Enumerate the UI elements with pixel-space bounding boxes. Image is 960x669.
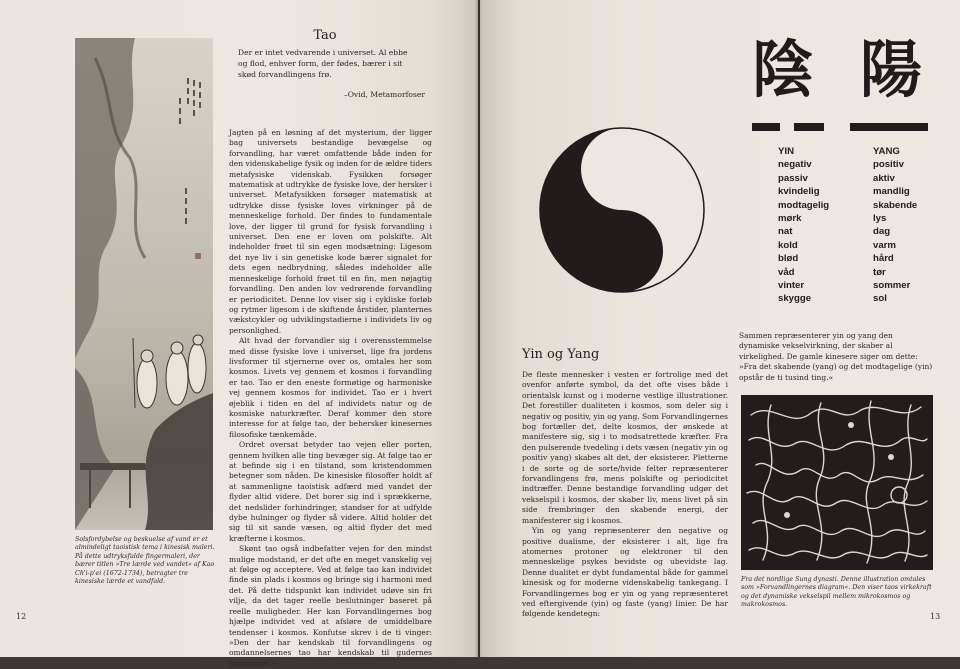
yin-yang-characters: [750, 30, 930, 110]
list-item: varm: [873, 239, 896, 251]
yang-attributes-list: [873, 145, 917, 306]
list-item: YIN: [778, 146, 794, 157]
list-item: hård: [873, 253, 894, 265]
list-item: nat: [778, 226, 793, 238]
list-item: tør: [873, 266, 886, 278]
paragraph: Ordret oversat betyder tao vejen eller porten, gennem hvilken alle ting bevæger sig. At følge tao er at befinde sig i en tilstand, som kristendommen betegner som nåden. De kinesiske filosoffer holdt af at sammenligne taoistisk adfærd med vandet der flyder altid videre. Det borer sig ind i sprækkerne, det nedslider forhindringer, standser for at udfylde dybe hulninger og flyder så videre. Altid holder det sig til sit sande væsen, og altid flyder det med kræfterne i kosmos.: [229, 440, 432, 543]
list-item: skygge: [778, 293, 812, 305]
side-paragraph: Sammen repræsenterer yin og yang den dynamiske vekselvirkning, der skaber al virkelighed. De gamle kinesere siger om dette: »Fra det skabende (yang) og det modtagelige (yin) opstår de ti tusind ting.«: [739, 331, 933, 382]
solid-line: [850, 123, 928, 131]
list-item: mørk: [778, 213, 802, 225]
book-gutter: [474, 0, 482, 657]
list-item: skabende: [873, 199, 918, 211]
section-title: Yin og Yang: [522, 347, 600, 362]
list-item: lys: [873, 213, 887, 225]
yang-character: 陽: [860, 33, 923, 106]
yin-character: 陰: [752, 33, 815, 106]
broken-line-segment: [794, 123, 824, 131]
trigram-lines: [750, 123, 930, 133]
paragraph: De fleste mennesker i vesten er fortrolige med det ovenfor anførte symbol, da det ofte vises både i orientalsk kunst og i moderne vestlige illustrationer. Det forestiller dualiteten i kosmos, som deler sig i negativ og positiv, yin og yang. Som Forvandlingernes bog fortæller det, delte kosmos, der ønskede at manifestere sig, sig i to modsatrettede kræfter. Fra den pulserende tvedeling i dets væsen (negativ yin og positiv yang) skabes alt det, der eksisterer. Pletterne i de sorte og de sorte/hvide felter repræsenterer forvandlingens frø, mens polskifte og periodicitet indtræffer. Denne bestandige forvandling udgør det vekselspil i kosmos, der skaber liv, mens livet på sin side frembringer den skabende energi, der manifesterer sig i kosmos.: [522, 370, 728, 525]
page-title: Tao: [313, 28, 337, 43]
list-item: YANG: [873, 146, 900, 157]
list-item: mandlig: [873, 186, 910, 198]
ink-painting-image: [75, 38, 213, 530]
list-item: kvindelig: [778, 186, 820, 198]
body-text-left: [229, 128, 432, 669]
list-item: kold: [778, 239, 798, 251]
body-text-right: [522, 370, 728, 620]
left-page: [0, 0, 478, 668]
paragraph: Alt hvad der forvandler sig i overensstemmelse med disse fysiske love i universet, lige fra jordens livsformer til stjernerne over os, omtales her som kosmos. Livets vej gennem et kosmos i forvandling er tao. Tao er den eneste formøtige og harmoniske vej gennem kosmos for individet. Tao er i hvert øjeblik i tiden en del af individets natur og de kosmiske naturkræfter. Deraf kommer den store interesse for at følge tao, der behersker kinesernes filosofiske tænkemåde.: [229, 336, 432, 439]
yin-attributes-list: [778, 145, 829, 306]
page-number-left: 12: [16, 612, 27, 621]
paragraph: Jagten på en løsning af det mysterium, der ligger bag universets bestandige bevægelse og forvandling, har været omfattende både inden for den videnskabelige fysik og inden for de ældre tiders metafysiske videnskab. Fysikken forsøger matematisk at udtrykke de fysiske love, der hersker i universet. Metafysikken forsøger matematisk at udtrykke disse fysiske loves virkninger på de menneskelige forhold. Der findes to fundamentale love, der ligger til grund for fysisk forvandling i universet. Den ene er loven om polskifte. Alt indeholder frøet til sin egen modsætning: Ligesom det nye liv i sin genetiske kode bærer signalet for dets egen nedbrydning, således indeholder alle menneskelige forhold frøet til en fin, men nøjagtig forvandling. Den anden lov vedrørende forvandling er periodicitet. Denne lov viser sig i cykliske forløb og rytmer ligesom i de skiftende årstider, planternes vækstcykler og udviklingstadierne i individets liv og personlighed.: [229, 128, 432, 335]
list-item: positiv: [873, 159, 904, 171]
page-number-right: 13: [930, 612, 941, 621]
transformation-diagram-image: [741, 395, 933, 570]
list-item: vinter: [778, 280, 805, 292]
yin-yang-icon: [538, 126, 706, 294]
list-item: negativ: [778, 159, 812, 171]
list-item: sommer: [873, 280, 911, 292]
diagram-caption: Fra det nordlige Sung dynasti. Denne illustration omtales som »Forvandlingernes diagram«. Den viser taos virkekraft og det dynamiske vekselspil mellem mikrokosmos og makrokosmos.: [741, 576, 932, 609]
list-item: modtagelig: [778, 199, 830, 211]
list-item: passiv: [778, 172, 808, 184]
list-item: våd: [778, 266, 795, 278]
list-item: dag: [873, 226, 891, 238]
paragraph: Skønt tao også indbefatter vejen for den mindst mulige modstand, er det ofte en meget vanskelig vej at følge og acceptere. Ved at følge tao kan individet finde sin plads i kosmos og bringe sig i harmoni med det. På dette tidspunkt kan individet udøve sin fri vilje, da det tager reelle beslutninger baseret på reelle muligheder. Her kan Forvandlingernes bog hjælpe individet ved at afsløre de umiddelbare tendenser i kosmos. Konfutse skrev i de ti vinger: »Den der har kendskab til forvandlingens og omdannelsernes tao har kendskab til gudernes handlinger.«: [229, 544, 432, 668]
painting-caption: Solsfordybelse og beskuelse af vand er et almindeligt taoistisk tema i kinesisk maleri. På dette udtryksfulde fingermaleri, der bærer titlen »Tre lærde ved vandet« af Kao Ch'i-p'ei (1672-1734), betragter tre kinesiske lærde et vandfald.: [75, 536, 215, 586]
list-item: aktiv: [873, 172, 895, 184]
epigraph-source: –Ovid, Metamorfoser: [343, 90, 425, 99]
list-item: sol: [873, 293, 887, 305]
epigraph: Der er intet vedvarende i universet. Al ebbe og flod, enhver form, der fødes, bærer i sit skød forvandlingens frø.: [238, 48, 408, 79]
list-item: blød: [778, 253, 799, 265]
paragraph: Yin og yang repræsenterer den negative og positive dualisme, der eksisterer i alt, lige fra atomernes protoner og elektroner til den menneskelige psykes bevidste og ubevidste lag. Denne dualitet er dybt fundamental både for gammel kinesisk og for moderne videnskabelig tankegang. I Forvandlingernes bog er yin og yang repræsenteret ved eftergivende (yin) og faste (yang) linier. De har følgende kendetegn:: [522, 526, 728, 619]
broken-line-segment: [752, 123, 780, 131]
